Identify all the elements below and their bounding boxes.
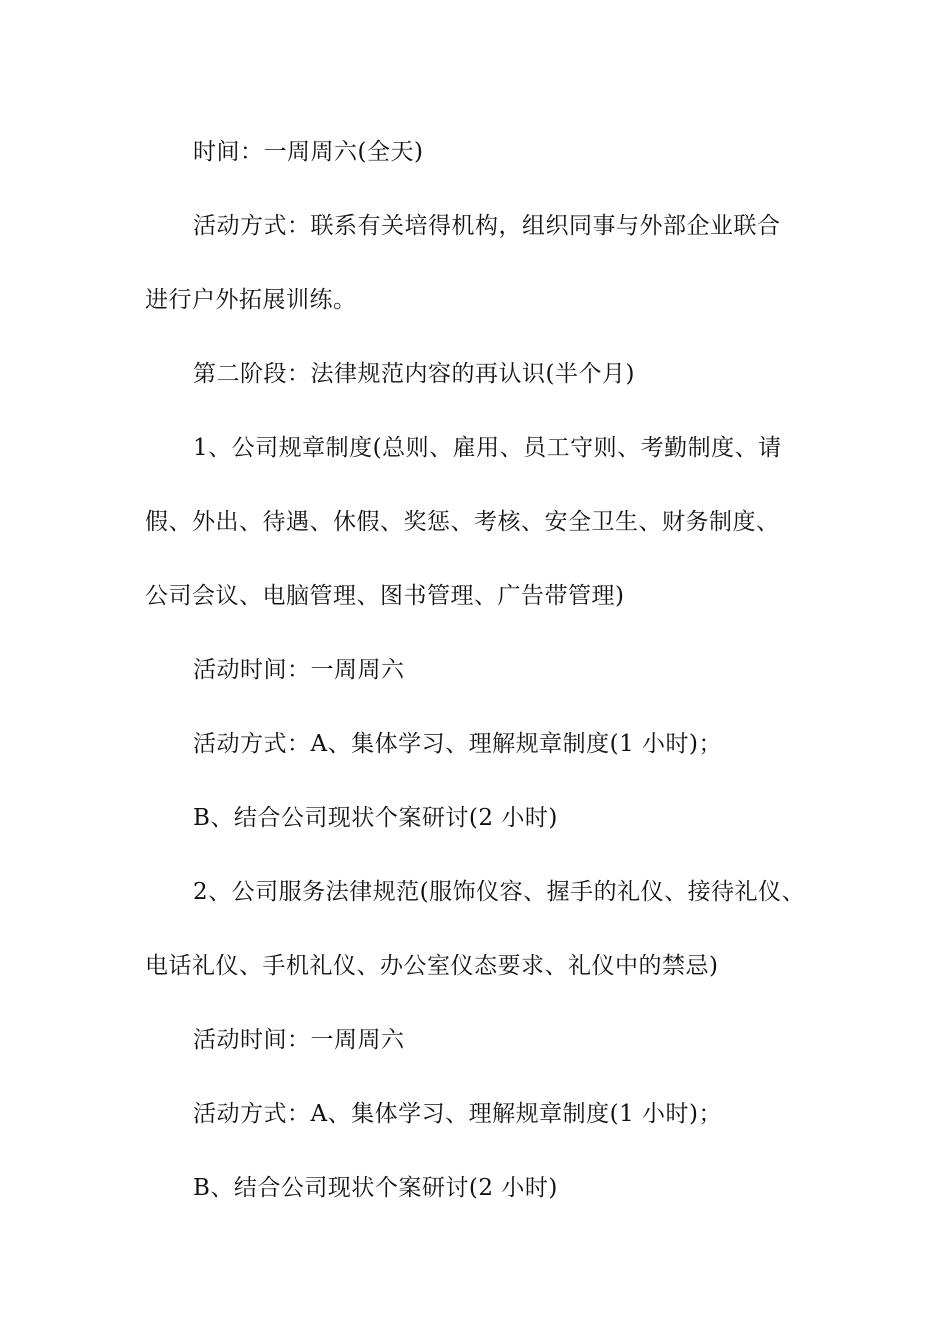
list-item-1-line-1: 1、公司规章制度(总则、雇用、员工守则、考勤制度、请 bbox=[193, 435, 782, 461]
list-item-2-line-2: 电话礼仪、手机礼仪、办公室仪态要求、礼仪中的禁忌) bbox=[145, 953, 719, 979]
activity-method-1a: 活动方式：A、集体学习、理解规章制度(1 小时)； bbox=[193, 731, 723, 757]
paragraph-line-time: 时间：一周周六(全天) bbox=[193, 139, 424, 165]
paragraph-line-method: 活动方式：联系有关培得机构，组织同事与外部企业联合 bbox=[193, 213, 781, 239]
list-item-1-line-2: 假、外出、待遇、休假、奖惩、考核、安全卫生、财务制度、 bbox=[145, 509, 780, 535]
section-heading-stage-two: 第二阶段：法律规范内容的再认识(半个月) bbox=[193, 361, 635, 387]
list-item-1-line-3: 公司会议、电脑管理、图书管理、广告带管理) bbox=[145, 583, 625, 609]
activity-time-2: 活动时间：一周周六 bbox=[193, 1027, 405, 1053]
paragraph-line-method-cont: 进行户外拓展训练。 bbox=[145, 287, 357, 313]
activity-time-1: 活动时间：一周周六 bbox=[193, 657, 405, 683]
activity-method-1b: B、结合公司现状个案研讨(2 小时) bbox=[193, 805, 558, 831]
activity-method-2b: B、结合公司现状个案研讨(2 小时) bbox=[193, 1175, 558, 1201]
list-item-2-line-1: 2、公司服务法律规范(服饰仪容、握手的礼仪、接待礼仪、 bbox=[193, 879, 806, 905]
activity-method-2a: 活动方式：A、集体学习、理解规章制度(1 小时)； bbox=[193, 1101, 723, 1127]
